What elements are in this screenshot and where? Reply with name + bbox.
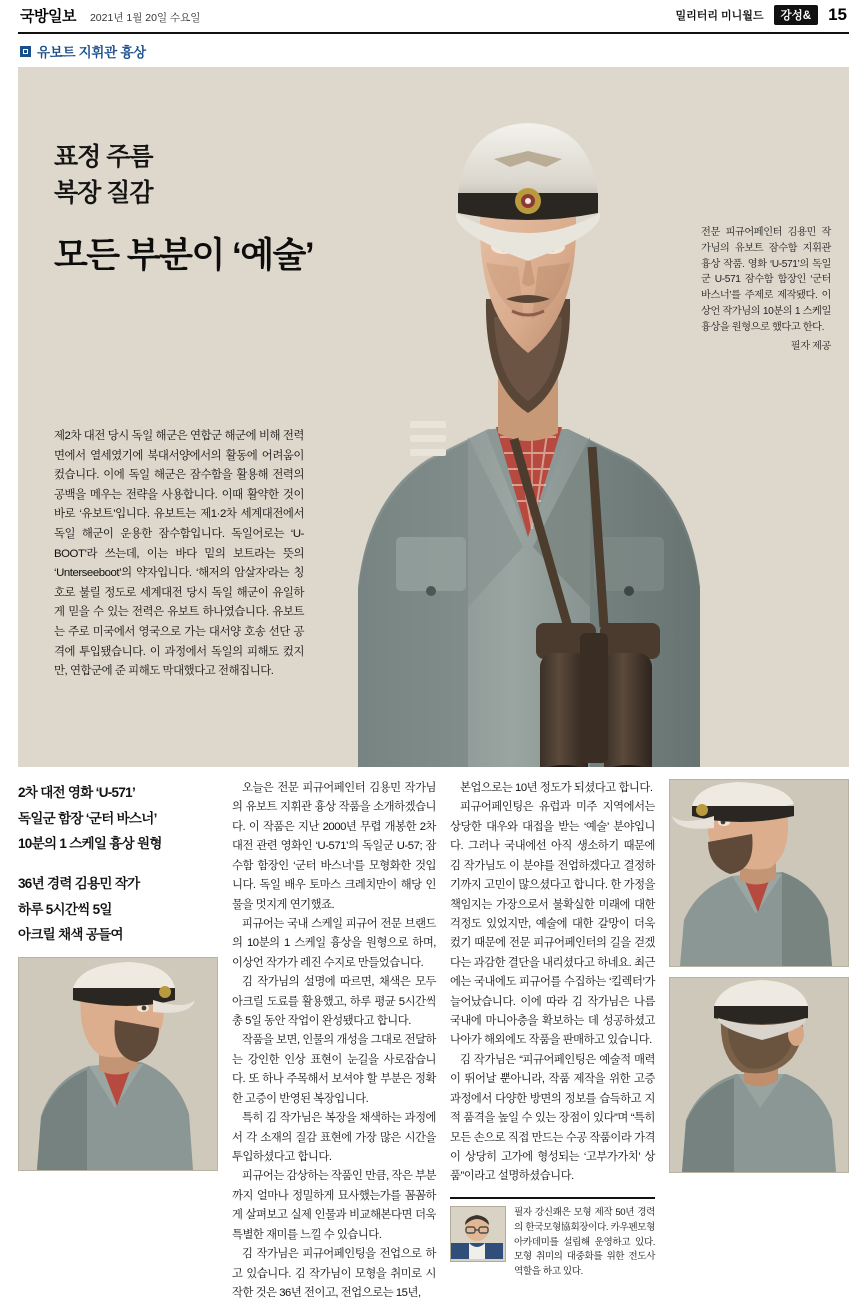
subhead-4: 36년 경력 김용민 작가 [18,875,140,891]
mid-paragraph-4: 작품을 보면, 인물의 개성을 그대로 전달하는 강인한 인상 표현이 눈길을 사로잡습니다. 또 하나 주목해서 보셔야 할 부분은 정확한 고증이 반영된 복장입니다. [232,1034,437,1105]
hero-caption-text: 전문 피규어페인터 김용민 작가님의 유보트 잠수함 지휘관 흉상 작품. 영화 ‘U-571’의 독일군 U-571 잠수함 함장인 ‘군터 바스너’를 주제로 제작됐다. 이상언 작가님의 10분의 1 스케일 흉상을 원형으로 했다고 한다. [701,227,831,333]
masthead-left [20,5,675,26]
hero-figure-photo [318,67,738,767]
bust-side-illustration [19,958,217,1170]
author-bio-text: 필자 강신쾌은 모형 제작 50년 경력의 한국모형協회장이다. 카우펜모형아카데미를 설립해 운영하고 있다. 모형 취미의 대중화를 위한 전도사 역할을 하고 있다. [514,1206,655,1278]
hero-caption [701,225,831,355]
hero-caption-credit: 필자 제공 [790,340,831,352]
right-column [450,779,655,1303]
mid-paragraph-3: 김 작가님의 설명에 따르면, 채색은 모두 아크릴 도료를 활용했고, 하루 평균 5시간씩 총 5일 동안 작업이 완성됐다고 합니다. [232,976,436,1028]
series-mark-icon [20,46,31,57]
far-right-column [669,779,849,1303]
right-column-body [450,779,655,1187]
photo-bust-left-profile [669,779,849,967]
author-photo [450,1206,506,1262]
bust-left-profile-illustration [670,780,848,966]
hero-intro-text: 제2차 대전 당시 독일 해군은 연합군 해군에 비해 전력 면에서 열세였기에 북대서양에서의 활동에 어려움이 컸습니다. 이에 독일 해군은 잠수함을 활용해 전력의 공백을 메우는 전략을 사용합니다. 이때 활약한 것이 바로 ‘유보트’입니다. 유보트는 제1·2차 세계대전에서 독일 해군이 운용한 잠수함입니다. 독일어로는 ‘U-BOOT’라 쓰는데, 이는 바다 밑의 보트라는 뜻의 ‘Unterseeboot’의 약자입니다. ‘해저의 암살자’라는 칭호로 불릴 정도로 세계대전 당시 독일 해군이 유일하게 믿을 수 있는 전력은 유보트 하나였습니다. 유보트는 주로 미국에서 영국으로 가는 대서양 호송 선단 공격에 투입됐습니다. 이 과정에서 독일의 피해도 컸지만, 연합군에 준 피해도 막대했다고 전해집니다. [54,430,304,678]
section-title: 밀리터리 미니월드 [675,10,764,22]
author-bio-box [450,1197,655,1280]
subhead-6: 아크릴 채색 공들여 [18,927,123,943]
lower-section [18,779,849,1303]
mid-paragraph-7: 김 작가님은 피규어페인팅을 전업으로 하고 있습니다. 김 작가님이 모형을 취미로 시작한 것은 36년 전이고, 전업으로는 15년, [232,1248,436,1299]
right-paragraph-1: 본업으로는 10년 정도가 되셨다고 합니다. [460,782,653,794]
subhead-5: 하루 5시간씩 5일 [18,901,112,917]
headline-line-1: 표정 주름 [54,143,153,171]
mid-paragraph-6: 피규어는 감상하는 작품인 만큼, 작은 부분까지 얼마나 정밀하게 묘사했는가를 꼼꼼하게 살펴보고 실제 인물과 비교해본다면 더욱 특별한 재미를 느낄 수 있습니다. [232,1170,437,1241]
masthead-right [675,5,847,25]
author-portrait-illustration [451,1207,503,1259]
bust-rear-illustration [670,978,848,1172]
issue-date: 2021년 1월 20일 수요일 [89,11,201,24]
left-column [18,779,218,1303]
mid-paragraph-2: 피규어는 국내 스케일 피규어 전문 브랜드의 10분의 1 스케일 흉상을 원형으로 하며, 이상언 작가가 레진 수지로 만들었습니다. [232,917,436,969]
publication-logo: 국방일보 [20,7,76,25]
photo-bust-side [18,957,218,1171]
section-byline: 강성& [774,5,819,25]
photo-bust-rear [669,977,849,1173]
hero-block [18,67,849,767]
mid-column [232,779,436,1303]
article-kicker [18,34,849,67]
subhead-1: 2차 대전 영화 ‘U-571’ [18,785,136,800]
headline-line-2: 복장 질감 [54,179,153,208]
subhead-3: 10분의 1 스케일 흉상 원형 [18,836,162,852]
headline-group [54,139,313,278]
mid-paragraph-1: 오늘은 전문 피규어페인터 김용민 작가님의 유보트 지휘관 흉상 작품을 소개하겠습니다. 이 작품은 지난 2000년 무렵 개봉한 2차 대전 관련 영화인 ‘U-571’의 독일군 U-57; 잠수함 함장인 ‘군터 바스너’를 모형화한 것입니다. 독일 배우 토마스 크레치만이 해당 인물을 멋지게 연기했죠. [232,782,436,911]
masthead [18,0,849,34]
headline-main: 모든 부분이 ‘예술’ [54,235,314,275]
right-paragraph-2: 피규어페인팅은 유럽과 미주 지역에서는 상당한 대우와 대접을 받는 ‘예술’ 분야입니다. 그러나 국내에선 아직 생소하기 때문에 김 작가님도 이 분야를 전업하겠다고 결정하기까지 고민이 많으셨다고 합니다. 한 가정을 책임지는 가장으로서 불확실한 미래에 대한 걱정도 있었지만, 예술에 대한 갈망이 더욱 컸기 때문에 전문 피규어페인터의 길을 걷겠다는 과감한 결단을 내리셨다고 하네요. 최근에는 국내에도 피규어를 수집하는 ‘킬렉터’가 늘어났습니다. 이에 따라 김 작가님은 나름 국내에 마니아층을 확보하는 데 성공하셨고 나아가 해외에도 작품을 판매하고 있습니다. [450,801,655,1047]
binoculars [536,623,660,767]
mid-paragraph-5: 특히 김 작가님은 복장을 채색하는 과정에서 각 소재의 질감 표현에 가장 많은 시간을 투입하셨다고 합니다. [232,1112,436,1164]
subhead-2: 독일군 함장 ‘군터 바스너’ [18,810,157,826]
mid-column-body [232,779,436,1303]
right-paragraph-3: 김 작가님은 “피규어페인팅은 예술적 매력이 뛰어날 뿐아니라, 작품 제작을 위한 고증 과정에서 다양한 방면의 정보를 습득하고 지적 품격을 높일 수 있는 장점이 있다”며 “특히 모든 손으로 직접 만드는 수공 작품이라 가격이 상당히 고가에 형성되는 ‘고부가가치’ 상품”이라고 설명하셨습니다. [450,1053,655,1183]
kicker-label: 유보트 지휘관 흉상 [37,45,146,60]
bust-front-illustration [318,67,738,767]
page-number: 15 [828,5,847,24]
